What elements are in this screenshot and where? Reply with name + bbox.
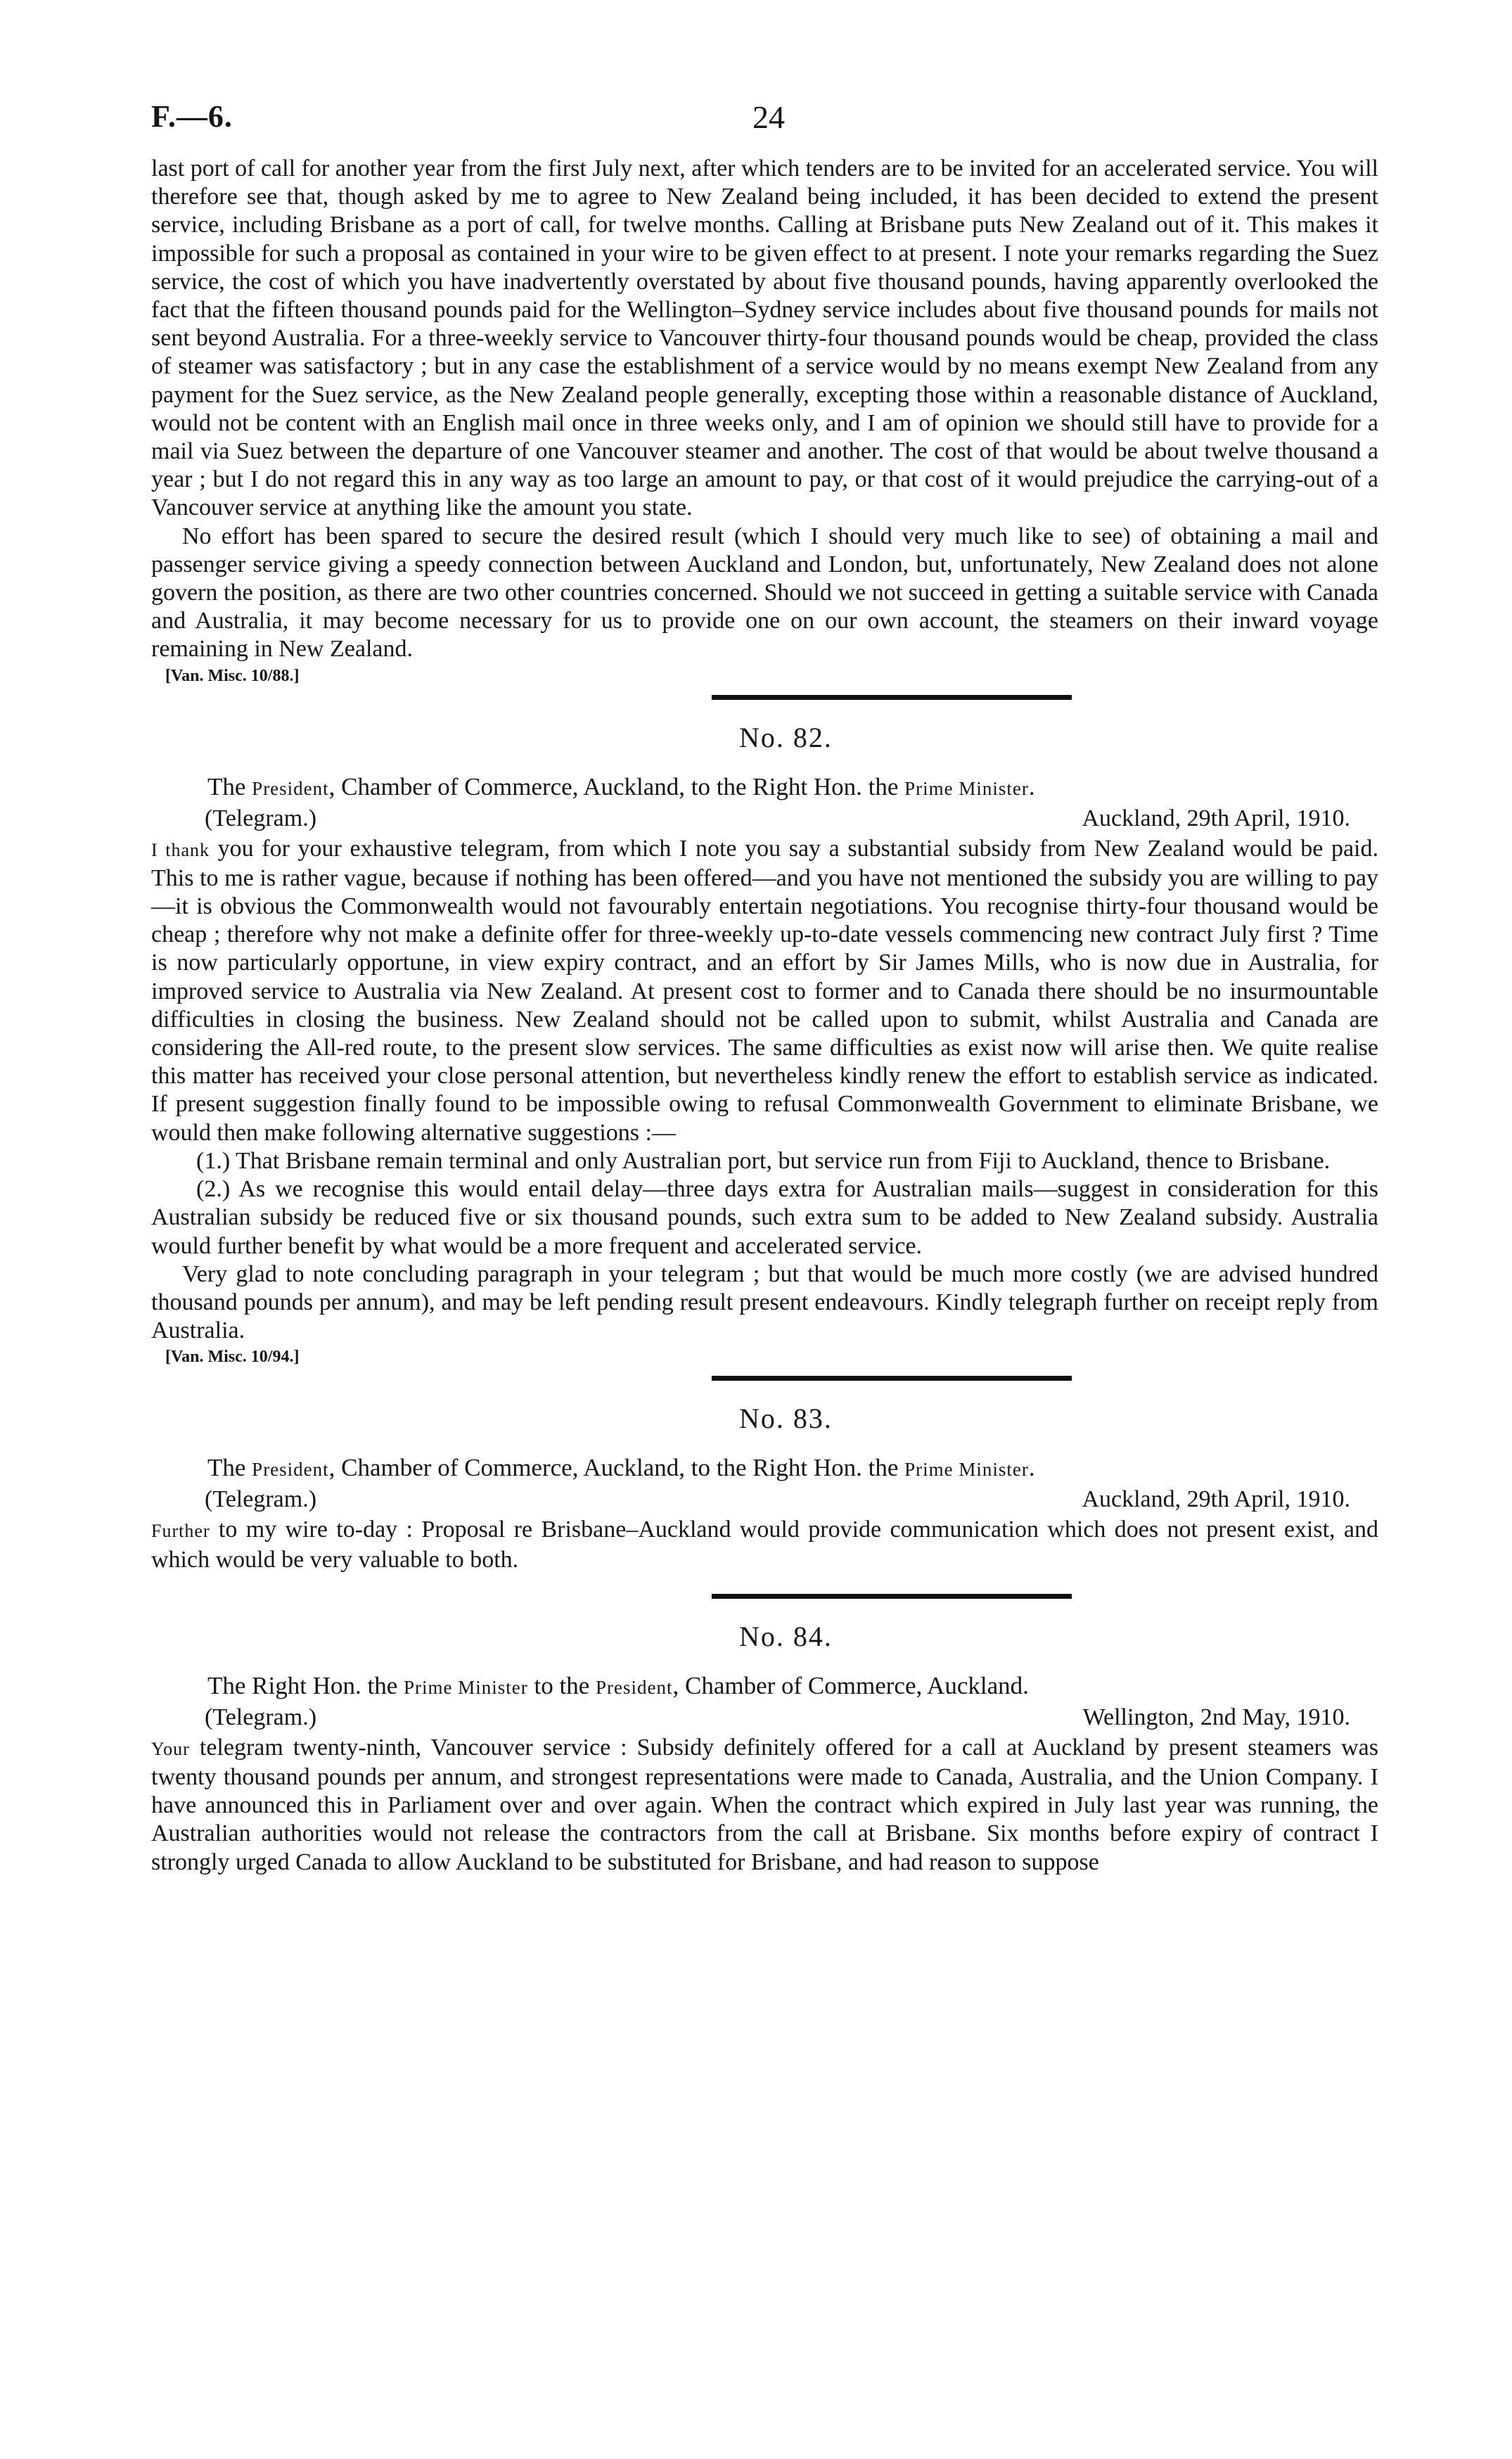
- telegram-label: (Telegram.): [205, 1486, 317, 1513]
- section-divider: [712, 1376, 1072, 1381]
- address-line: The Right Hon. the Prime Minister to the President, Chamber of Commerce, Auckland.: [207, 1671, 1029, 1699]
- telegram-line: [151, 804, 1378, 835]
- page-number: 24: [752, 99, 785, 135]
- dateline: Auckland, 29th April, 1910.: [1082, 805, 1350, 831]
- paragraph: No effort has been spared to secure the desired result (which I should very much like to see) of obtaining a mail and passenger service giving a speedy connection between Auckland and London, but, unfortunately, New Zealand does not alone govern the position, as there are two other countries concerned. Should we not succeed in getting a suitable service with Canada and Australia, it may become necessary for us to provide one on our own account, the steamers on their inward voyage remaining in New Zealand.: [151, 523, 1378, 663]
- file-reference: [Van. Misc. 10/94.]: [165, 1348, 300, 1367]
- telegram-body: Further to my wire to-day : Proposal re Brisbane–Auckland would provide communication which does not present exist, and which would be very valuable to both.: [151, 1516, 1378, 1573]
- telegram-body: I thank you for your exhaustive telegram, from which I note you say a substantial subsidy from New Zealand would be paid. This to me is rather vague, because if nothing has been offered—and you have not mentioned the subsidy you are willing to pay—it is obvious the Commonwealth would not favourably entertain negotiations. You recognise thirty-four thousand would be cheap ; therefore why not make a definite offer for three-weekly up-to-date vessels commencing new contract July first ? Time is now particularly opportune, in view expiry contract, and an effort by Sir James Mills, who is now due in Australia, for improved service to Australia via New Zealand. At present cost to former and to Canada there should be no insurmountable difficulties in closing the business. New Zealand should not be called upon to submit, whilst Australia and Canada are considering the All-red route, to the present slow services. The same difficulties as exist now will arise then. We quite realise this matter has received your close personal attention, but nevertheless kindly renew the effort to establish service as indicated. If present suggestion finally found to be impossible owing to refusal Commonwealth Government to eliminate Brisbane, we would then make following alternative suggestions :—: [151, 835, 1378, 1146]
- page-header: [151, 98, 1378, 155]
- list-item: (2.) As we recognise this would entail delay—three days extra for Australian mails—suggest in consideration for this Australian subsidy be reduced five or six thousand pounds, such extra sum to be added to New Zealand subsidy. Australia would further benefit by what would be a more frequent and accelerated service.: [151, 1176, 1378, 1259]
- telegram-label: (Telegram.): [205, 1704, 317, 1730]
- document-page: [151, 98, 1378, 1877]
- section-heading: No. 82.: [739, 721, 833, 753]
- paragraph: Very glad to note concluding paragraph in your telegram ; but that would be much more costly (we are advised hundred thousand pounds per annum), and may be left pending result present endeavours. Kindly telegraph further on receipt reply from Australia.: [151, 1260, 1378, 1344]
- telegram-body: Your telegram twenty-ninth, Vancouver service : Subsidy definitely offered for a call at Auckland by present steamers was twenty thousand pounds per annum, and strongest representations were made to Canada, Australia, and the Union Company. I have announced this in Parliament over and over again. When the contract which expired in July last year was running, the Australian authorities would not release the contractors from the call at Brisbane. Six months before expiry of contract I strongly urged Canada to allow Auckland to be substituted for Brisbane, and had reason to suppose: [151, 1734, 1378, 1875]
- telegram-label: (Telegram.): [205, 805, 317, 831]
- dateline: Wellington, 2nd May, 1910.: [1082, 1704, 1350, 1730]
- section-divider: [712, 695, 1072, 700]
- dateline: Auckland, 29th April, 1910.: [1082, 1486, 1350, 1513]
- document-reference: F.—6.: [151, 99, 233, 134]
- section-heading: No. 84.: [739, 1620, 833, 1652]
- telegram-line: [151, 1703, 1378, 1734]
- paragraph-continued: last port of call for another year from the first July next, after which tenders are to be invited for an accelerated service. You will therefore see that, though asked by me to agree to New Zealand being included, it has been decided to extend the present service, including Brisbane as a port of call, for twelve months. Calling at Brisbane puts New Zealand out of it. This makes it impossible for such a proposal as contained in your wire to be given effect to at present. I note your remarks regarding the Suez service, the cost of which you have inadvertently overstated by about five thousand pounds, having apparently overlooked the fact that the fifteen thousand pounds paid for the Wellington–Sydney service includes about five thousand pounds for mails not sent beyond Australia. For a three-weekly service to Vancouver thirty-four thousand pounds would be cheap, provided the class of steamer was satisfactory ; but in any case the establishment of a service would by no means exempt New Zealand from any payment for the Suez service, as the New Zealand people generally, excepting those within a reasonable distance of Auckland, would not be content with an English mail once in three weeks only, and I am of opinion we should still have to provide for a mail via Suez between the departure of one Vancouver steamer and another. The cost of that would be about twelve thousand a year ; but I do not regard this in any way as too large an amount to pay, or that cost of it would prejudice the carrying-out of a Vancouver service at anything like the amount you state.: [151, 155, 1378, 521]
- list-item: (1.) That Brisbane remain terminal and only Australian port, but service run from Fiji to Auckland, thence to Brisbane.: [196, 1147, 1331, 1174]
- file-reference: [Van. Misc. 10/88.]: [165, 666, 300, 685]
- section-heading: No. 83.: [739, 1403, 833, 1435]
- address-line: The President, Chamber of Commerce, Auckland, to the Right Hon. the Prime Minister.: [207, 772, 1035, 800]
- telegram-line: [151, 1485, 1378, 1516]
- address-line: The President, Chamber of Commerce, Auckland, to the Right Hon. the Prime Minister.: [207, 1454, 1035, 1482]
- section-divider: [712, 1594, 1072, 1599]
